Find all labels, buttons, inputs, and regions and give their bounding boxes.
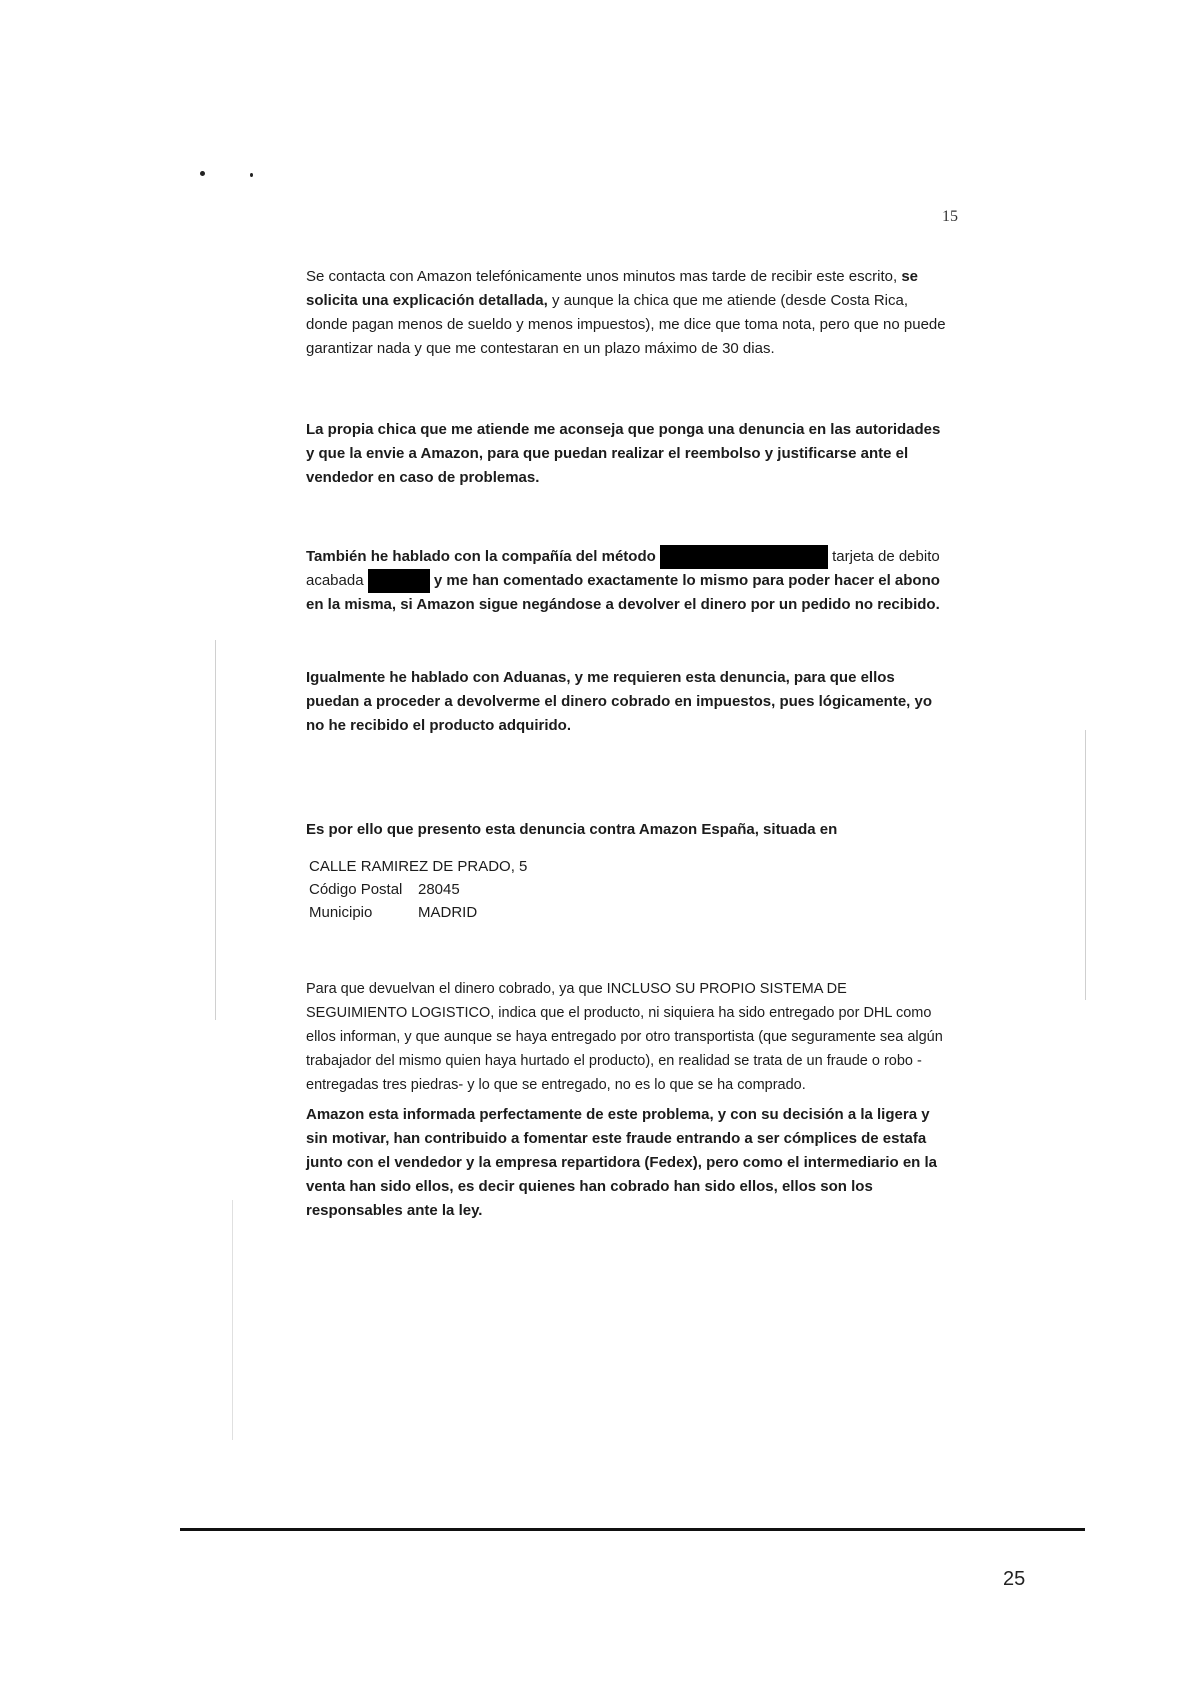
footer-rule <box>180 1528 1085 1531</box>
paragraph-customs: Igualmente he hablado con Aduanas, y me requieren esta denuncia, para que ellos puedan a proceder a devolverme el dinero cobrado en impuestos, pues lógicamente, yo no he recibido el producto adquirido. <box>306 669 933 734</box>
scan-edge-left <box>215 640 216 1020</box>
address-street: CALLE RAMIREZ DE PRADO, 5 <box>309 858 528 875</box>
paragraph-advice: La propia chica que me atiende me aconseja que ponga una denuncia en las autoridades y que la envie a Amazon, para que puedan realizar el reembolso y justificarse ante el vendedor en caso de problemas. <box>306 421 941 486</box>
address-city-label: Municipio <box>309 904 373 921</box>
paragraph-amazon-responsibility: Amazon esta informada perfectamente de este problema, y con su decisión a la ligera y sin motivar, han contribuido a fomentar este fraude entrando a ser cómplices de estafa junto con el vendedor y la empresa repartidora (Fedex), pero como el intermediario en la venta han sido ellos, es decir quienes han cobrado han sido ellos, ellos son los responsables ante la ley. <box>306 1106 938 1219</box>
paragraph-contact-bold: se solicita una explicación detallada, <box>306 268 919 309</box>
scan-edge-right <box>1085 730 1086 1000</box>
paragraph-refund-request: Para que devuelvan el dinero cobrado, ya que INCLUSO SU PROPIO SISTEMA DE SEGUIMIENTO LOGISTICO, indica que el producto, ni siquiera ha sido entregado por DHL como ellos informan, y que aunque se haya entregado por otro transportista (que seguramente sea algún trabajador del mismo quien haya hurtado el producto), en realidad se trata de un fraude o robo - entregadas tres piedras- y lo que se entregado, no es lo que se ha comprado. <box>306 981 943 1093</box>
paragraph-payment-text: También he hablado con la compañía del método <box>306 548 656 565</box>
address-city-value: MADRID <box>418 904 478 921</box>
address-postal-value: 28045 <box>418 881 460 898</box>
redaction-bar <box>660 545 828 569</box>
paragraph-payment-rest: y me han comentado exactamente lo mismo para poder hacer el abono en la misma, si Amazon sigue negándose a devolver el dinero por un pedido no recibido. <box>306 572 940 614</box>
paragraph-contact-text: Se contacta con Amazon telefónicamente unos minutos mas tarde de recibir este escrito, <box>306 268 898 285</box>
paragraph-payment-company <box>306 545 946 617</box>
page-number: 25 <box>1003 1568 1026 1590</box>
paragraph-contact <box>306 265 946 361</box>
scan-dot <box>250 173 253 177</box>
paragraph-payment-card: tarjeta de debito acabada <box>306 548 940 590</box>
address-postal-label: Código Postal <box>309 881 403 898</box>
paragraph-complaint: Es por ello que presento esta denuncia contra Amazon España, situada en <box>306 821 838 838</box>
redaction-bar <box>368 569 430 593</box>
paragraph-contact-rest: y aunque la chica que me atiende (desde Costa Rica, donde pagan menos de sueldo y menos impuestos), me dice que toma nota, pero que no puede garantizar nada y que me contestaran en un plazo máximo de 30 dias. <box>306 292 946 357</box>
scan-edge-lower <box>232 1200 233 1440</box>
scan-dot <box>200 171 205 176</box>
scan-page-number: 15 <box>942 208 958 225</box>
